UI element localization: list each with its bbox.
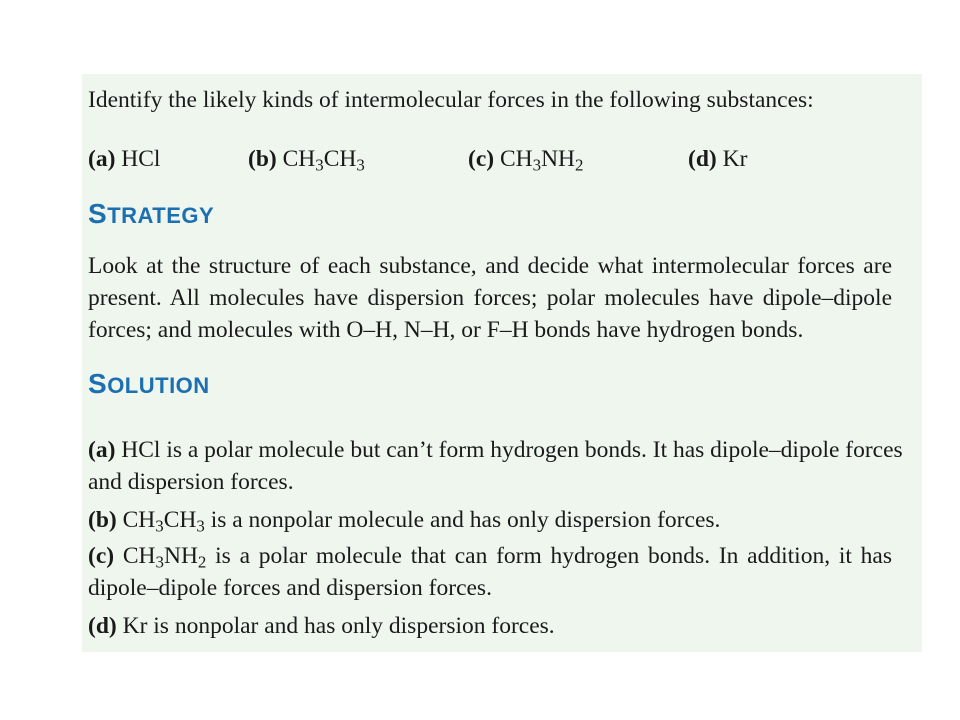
heading-initial: S [88, 198, 108, 229]
formula-part: CH [163, 507, 197, 533]
strategy-line-3: forces; and molecules with O–H, N–H, or F–H bonds have hydrogen bonds. [88, 317, 804, 343]
item-formula [282, 146, 365, 175]
formula-subscript: 3 [315, 155, 324, 175]
item-formula [723, 146, 748, 172]
solution-text: is a nonpolar molecule and has only dispersion forces. [204, 507, 721, 533]
solution-a-line-2: and dispersion forces. [88, 469, 294, 495]
strategy-line-2: present. All molecules have dispersion forces; polar molecules have dipole–dipole [88, 285, 892, 311]
formula-part: CH [499, 146, 533, 172]
solution-text: HCl is a polar molecule but can’t form hydrogen bonds. It has dipole–dipole forces [121, 437, 903, 463]
solution-heading [88, 368, 210, 400]
formula-subscript: 3 [196, 516, 205, 536]
solution-label: (a) [88, 437, 116, 463]
solution-text: is a polar molecule that can form hydrogen bonds. In addition, it has [206, 543, 892, 569]
item-d [688, 146, 747, 173]
formula-part: NH [541, 146, 576, 172]
item-label: (a) [88, 146, 116, 172]
heading-initial: S [88, 368, 108, 399]
formula-part: CH [282, 146, 316, 172]
solution-label: (c) [88, 543, 115, 569]
solution-label: (d) [88, 613, 117, 639]
formula-part: NH [163, 543, 198, 569]
formula-part: Kr [722, 146, 748, 172]
formula-subscript: 3 [155, 552, 164, 572]
heading-rest: TRATEGY [107, 203, 215, 228]
solution-d [88, 612, 555, 640]
formula-part: CH [323, 146, 357, 172]
item-c [468, 146, 583, 173]
strategy-heading [88, 198, 214, 230]
item-label: (d) [688, 146, 717, 172]
formula-subscript: 2 [197, 552, 207, 572]
solution-a-line-1 [88, 436, 903, 464]
item-formula [499, 146, 584, 175]
solution-c-line-1 [88, 542, 892, 570]
formula-part: CH [122, 507, 156, 533]
formula-subscript: 3 [155, 516, 164, 536]
formula-part: HCl [121, 146, 161, 172]
item-a [88, 146, 160, 173]
heading-rest: OLUTION [107, 373, 210, 398]
question-prompt: Identify the likely kinds of intermolecular forces in the following substances: [88, 87, 814, 113]
solution-c-line-2: dipole–dipole forces and dispersion forces. [88, 575, 492, 601]
item-formula [121, 146, 160, 172]
item-b [248, 146, 365, 173]
formula-subscript: 2 [575, 155, 584, 175]
strategy-line-1: Look at the structure of each substance, and decide what intermolecular forces are [88, 253, 892, 279]
solution-b [88, 506, 720, 534]
item-label: (c) [468, 146, 495, 172]
formula-subscript: 3 [532, 155, 542, 175]
solution-label: (b) [88, 507, 117, 533]
formula-part: CH [122, 543, 156, 569]
item-label: (b) [248, 146, 277, 172]
solution-text: Kr is nonpolar and has only dispersion forces. [122, 613, 555, 639]
problem-panel [82, 74, 922, 652]
formula-subscript: 3 [356, 155, 365, 175]
